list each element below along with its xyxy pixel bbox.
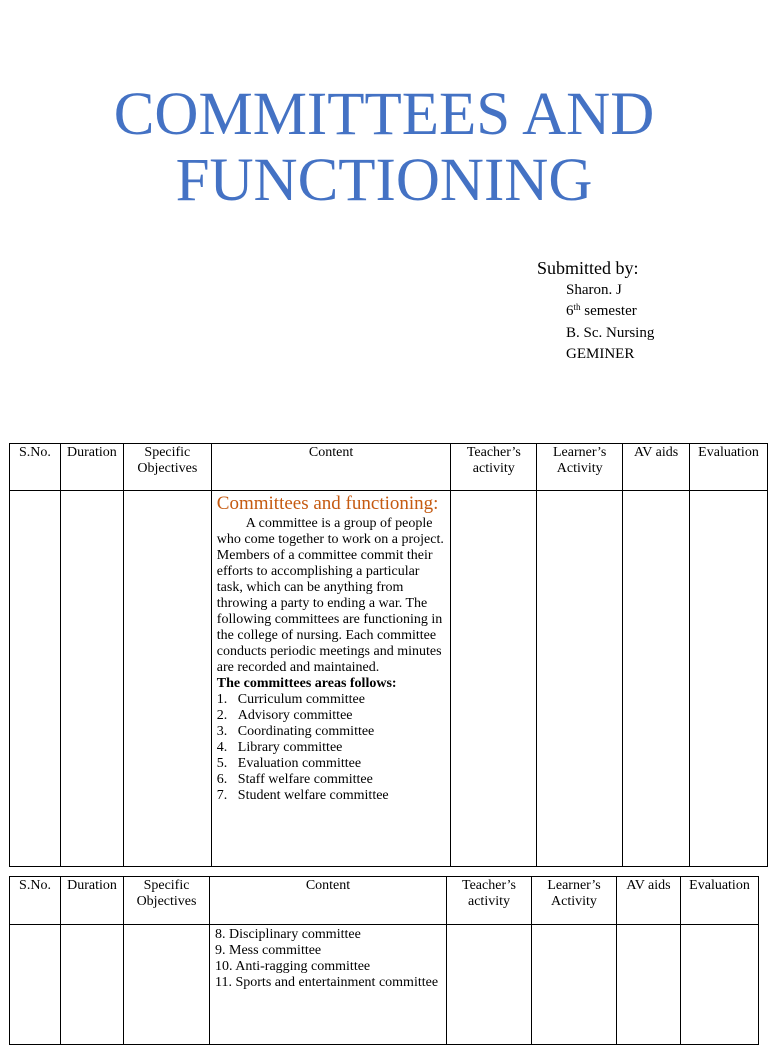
list-item: 3. Coordinating committee [216, 724, 375, 739]
header-teacher-activity: Teacher’s activity [451, 444, 537, 491]
cell-content [211, 491, 451, 867]
header-learner-activity: Learner’s Activity [532, 877, 617, 925]
list-item: 2. Advisory committee [216, 708, 353, 723]
cell-sno [10, 925, 61, 1045]
cell-learner-activity [537, 491, 623, 867]
committee-list [217, 692, 446, 804]
header-av-aids: AV aids [623, 444, 690, 491]
list-item: 6. Staff welfare committee [216, 772, 373, 787]
semester-number: 6 [566, 303, 574, 320]
header-objectives: Specific Objectives [124, 877, 210, 925]
header-teacher-activity: Teacher’s activity [447, 877, 532, 925]
cell-duration [61, 925, 124, 1045]
header-sno: S.No. [10, 877, 61, 925]
author-semester [566, 301, 654, 322]
list-item: 1. Curriculum committee [216, 692, 365, 707]
author-name: Sharon. J [566, 282, 622, 298]
header-sno: S.No. [10, 444, 61, 491]
lesson-plan-table-1 [9, 443, 768, 867]
lesson-plan-table-2 [9, 876, 759, 1045]
header-av-aids: AV aids [617, 877, 681, 925]
table-header-row [10, 444, 768, 491]
header-evaluation: Evaluation [681, 877, 759, 925]
cell-duration [60, 491, 123, 867]
submitted-by-label: Submitted by: [537, 258, 639, 278]
semester-word: semester [580, 303, 637, 320]
title-line-2: FUNCTIONING [175, 147, 593, 214]
cell-objectives [124, 925, 210, 1045]
list-item: 9. Mess committee [215, 943, 322, 958]
section-heading: Committees and functioning: [216, 493, 439, 514]
cell-teacher-activity [447, 925, 532, 1045]
list-item: 10. Anti-ragging committee [215, 959, 371, 974]
intro-paragraph: A committee is a group of people who come together to work on a project. Members of a committee commit their efforts to accomplishing a particular task, which can be anything from throwing a party to ending a war. The following committees are functioning in the college of nursing. Each committee conducts periodic meetings and minutes are recorded and maintained. [216, 516, 444, 675]
list-item: 5. Evaluation committee [216, 756, 362, 771]
table-row [10, 925, 759, 1045]
cell-evaluation [681, 925, 759, 1045]
title-line-1: COMMITTEES AND [113, 81, 655, 148]
header-duration: Duration [60, 444, 123, 491]
cell-av-aids [617, 925, 681, 1045]
cell-av-aids [623, 491, 690, 867]
header-learner-activity: Learner’s Activity [537, 444, 623, 491]
cell-learner-activity [532, 925, 617, 1045]
header-duration: Duration [61, 877, 124, 925]
cell-sno [10, 491, 61, 867]
list-item: 8. Disciplinary committee [215, 927, 361, 942]
header-content: Content [211, 444, 451, 491]
cell-content [210, 925, 447, 1045]
table-header-row [10, 877, 759, 925]
cell-evaluation [690, 491, 768, 867]
list-heading: The committees areas follows: [216, 676, 397, 691]
list-item: 11. Sports and entertainment committee [215, 975, 439, 990]
author-institution: GEMINER [566, 345, 635, 362]
page-title [0, 82, 768, 214]
list-item: 4. Library committee [216, 740, 343, 755]
cell-teacher-activity [451, 491, 537, 867]
cell-objectives [123, 491, 211, 867]
header-objectives: Specific Objectives [123, 444, 211, 491]
semester-suffix: th [573, 302, 581, 313]
table-row [10, 491, 768, 867]
header-evaluation: Evaluation [690, 444, 768, 491]
author-course: B. Sc. Nursing [566, 324, 655, 341]
header-content: Content [210, 877, 447, 925]
submitted-by-block [537, 257, 654, 365]
list-item: 7. Student welfare committee [216, 788, 389, 803]
